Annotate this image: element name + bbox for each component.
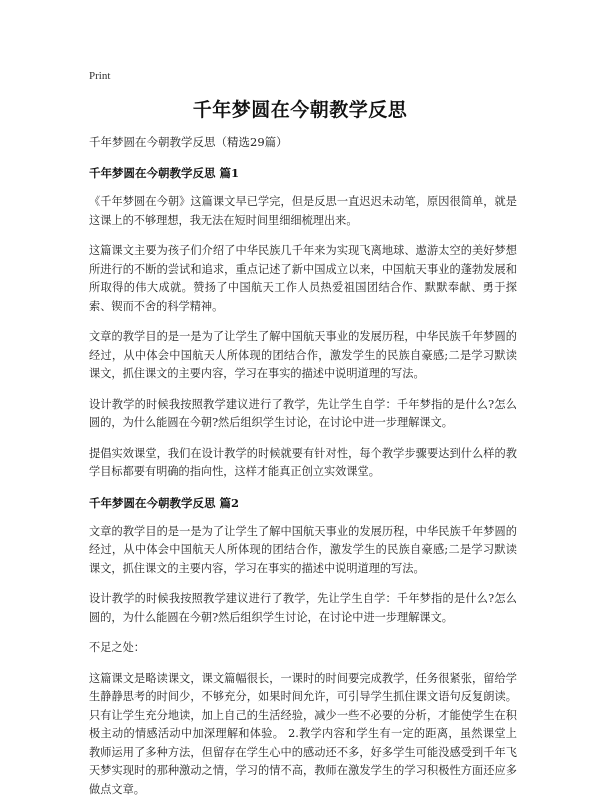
paragraph: 这篇课文主要为孩子们介绍了中华民族几千年来为实现飞离地球、遨游太空的美好梦想所进行的不断的尝试和追求，重点记述了新中国成立以来，中国航天事业的蓬勃发展和所取得的伟大成就。赞扬了中国航天工作人员热爱祖国团结合作、默默奉献、勇于探索、锲而不舍的科学精神。 [89,244,517,313]
paragraph: 设计教学的时候我按照教学建议进行了教学，先让学生自学：千年梦指的是什么?怎么圆的，为什么能圆在今朝?然后组织学生讨论，在讨论中进一步理解课文。 [89,397,517,429]
section-2 [89,494,517,800]
paragraph: 文章的教学目的是一是为了让学生了解中国航天事业的发展历程，中华民族千年梦圆的经过，从中体会中国航天人所体现的团结合作，激发学生的民族自豪感;二是学习默读课文，抓住课文的主要内容，学习在事实的描述中说明道理的写法。 [89,524,517,575]
document-title: 千年梦圆在今朝教学反思 [192,99,408,121]
paragraph: 设计教学的时候我按照教学建议进行了教学，先让学生自学：千年梦指的是什么?怎么圆的，为什么能圆在今朝?然后组织学生讨论，在讨论中进一步理解课文。 [89,592,517,624]
paragraph: 《千年梦圆在今朝》这篇课文早已学完，但是反思一直迟迟未动笔，原因很简单，就是这课上的不够理想，我无法在短时间里细细梳理出来。 [89,195,517,227]
section-heading: 千年梦圆在今朝教学反思 篇2 [89,495,240,510]
document-subtitle: 千年梦圆在今朝教学反思（精选29篇） [89,135,288,149]
paragraph: 不足之处： [89,641,145,654]
section-1 [89,164,517,482]
paragraph: 提倡实效课堂，我们在设计教学的时候就要有针对性，每个教学步骤要达到什么样的教学目标都要有明确的指向性，这样才能真正创立实效课堂。 [89,446,517,478]
print-link[interactable]: Print [89,70,111,82]
section-heading: 千年梦圆在今朝教学反思 篇1 [89,166,240,180]
paragraph: 文章的教学目的是一是为了让学生了解中国航天事业的发展历程，中华民族千年梦圆的经过，从中体会中国航天人所体现的团结合作，激发学生的民族自豪感;二是学习默读课文，抓住课文的主要内容，学习在事实的描述中说明道理的写法。 [89,330,517,380]
document-body [89,133,517,811]
paragraph: 这篇课文是略读课文，课文篇幅很长，一课时的时间要完成教学，任务很紧张，留给学生静静思考的时间少，不够充分，如果时间允许，可引导学生抓住课文语句反复朗读。只有让学生充分地读，加上自己的生活经验，减少一些不必要的分析，才能使学生在积极主动的情感活动中加深理解和体验。 2.教学内容和学生有一定的距离，虽然课堂上教师运用了多种方法，但留存在学生心中的感动还不多，好多学生可能没感受到千年飞天梦实现时的那种激动之情，学习的情不高，教师在激发学生的学习积极性方面还应多做点文章。 [89,671,517,796]
